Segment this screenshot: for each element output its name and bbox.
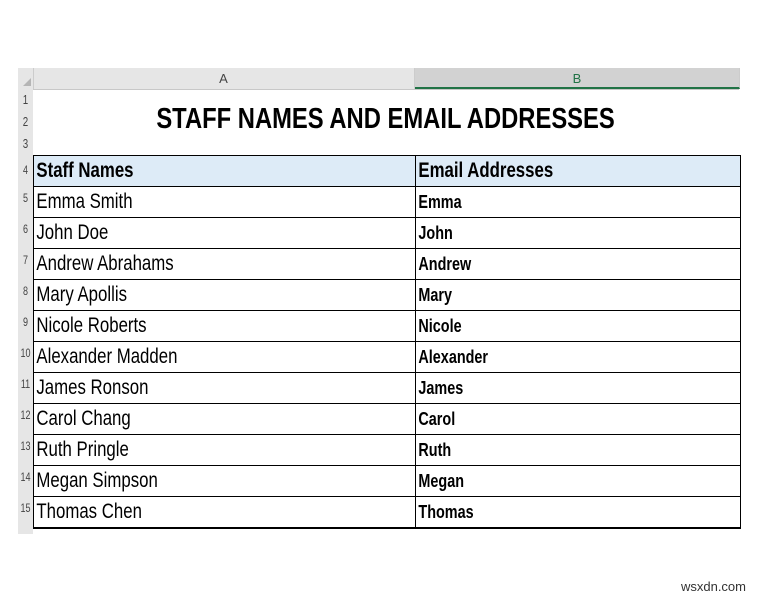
sheet-title[interactable]: [33, 103, 739, 136]
email-cell[interactable]: [416, 497, 740, 527]
cell-text: Megan: [418, 471, 465, 491]
select-all-corner[interactable]: [18, 68, 34, 89]
table-row: [34, 311, 740, 342]
cell-text: Thomas: [418, 502, 474, 522]
header-cell-email[interactable]: [416, 156, 740, 186]
sheet-title-text: STAFF NAMES AND EMAIL ADDRESSES: [156, 103, 616, 135]
row-header-8[interactable]: 8: [22, 284, 29, 298]
table-row: [34, 187, 740, 218]
cell-text: Andrew: [418, 254, 472, 274]
cell-text: Thomas Chen: [36, 500, 142, 523]
row-header-10[interactable]: 10: [20, 346, 31, 360]
name-cell[interactable]: [34, 218, 416, 248]
column-header-bar: [18, 68, 739, 90]
cell-text: Nicole Roberts: [36, 314, 147, 337]
name-cell[interactable]: [34, 435, 416, 465]
email-cell[interactable]: [416, 311, 740, 341]
name-cell[interactable]: [34, 249, 416, 279]
table-row: [34, 249, 740, 280]
email-cell[interactable]: [416, 435, 740, 465]
table-row: [34, 435, 740, 466]
cell-text: Emma Smith: [36, 190, 133, 213]
staff-table: [33, 155, 741, 529]
cell-text: Ruth: [418, 440, 452, 460]
header-text: Staff Names: [36, 159, 134, 182]
table-row: [34, 466, 740, 497]
name-cell[interactable]: [34, 311, 416, 341]
cell-text: John Doe: [36, 221, 109, 244]
email-cell[interactable]: [416, 342, 740, 372]
email-cell[interactable]: [416, 187, 740, 217]
row-header-6[interactable]: 6: [22, 222, 29, 236]
name-cell[interactable]: [34, 373, 416, 403]
row-header-1[interactable]: 1: [22, 92, 29, 107]
row-header-2[interactable]: 2: [22, 114, 29, 129]
row-header-bar: [18, 89, 33, 534]
row-header-9[interactable]: 9: [22, 315, 29, 329]
email-cell[interactable]: [416, 280, 740, 310]
table-header-row: [34, 156, 740, 187]
email-cell[interactable]: [416, 249, 740, 279]
column-header-a[interactable]: A: [33, 68, 415, 89]
table-row: [34, 373, 740, 404]
row-header-11[interactable]: 11: [20, 377, 31, 391]
cell-text: Andrew Abrahams: [36, 252, 174, 275]
header-cell-staff-names[interactable]: [34, 156, 416, 186]
cell-text: Alexander: [418, 347, 489, 367]
name-cell[interactable]: [34, 404, 416, 434]
email-cell[interactable]: [416, 218, 740, 248]
row-header-12[interactable]: 12: [20, 408, 31, 422]
cell-text: Mary: [418, 285, 453, 305]
cell-text: Carol: [418, 409, 456, 429]
cell-text: Nicole: [418, 316, 462, 336]
row-header-14[interactable]: 14: [20, 470, 31, 484]
column-header-b[interactable]: B: [415, 68, 740, 89]
email-cell[interactable]: [416, 404, 740, 434]
row-header-3[interactable]: 3: [22, 136, 29, 151]
name-cell[interactable]: [34, 497, 416, 527]
cell-text: James: [418, 378, 464, 398]
cell-text: Emma: [418, 192, 462, 212]
name-cell[interactable]: [34, 466, 416, 496]
email-cell[interactable]: [416, 373, 740, 403]
cell-text: Mary Apollis: [36, 283, 127, 306]
table-row: [34, 497, 740, 527]
header-text: Email Addresses: [418, 159, 554, 182]
email-cell[interactable]: [416, 466, 740, 496]
table-row: [34, 404, 740, 435]
row-header-13[interactable]: 13: [20, 439, 31, 453]
row-header-7[interactable]: 7: [22, 253, 29, 267]
cell-text: James Ronson: [36, 376, 149, 399]
row-header-4[interactable]: 4: [22, 163, 29, 177]
row-header-15[interactable]: 15: [20, 501, 31, 515]
row-header-5[interactable]: 5: [22, 191, 29, 205]
table-row: [34, 280, 740, 311]
table-row: [34, 218, 740, 249]
cell-text: Megan Simpson: [36, 469, 158, 492]
cell-text: Carol Chang: [36, 407, 131, 430]
name-cell[interactable]: [34, 280, 416, 310]
cell-text: Ruth Pringle: [36, 438, 129, 461]
name-cell[interactable]: [34, 342, 416, 372]
table-row: [34, 342, 740, 373]
cell-text: John: [418, 223, 453, 243]
cell-text: Alexander Madden: [36, 345, 178, 368]
name-cell[interactable]: [34, 187, 416, 217]
watermark: wsxdn.com: [680, 579, 746, 594]
